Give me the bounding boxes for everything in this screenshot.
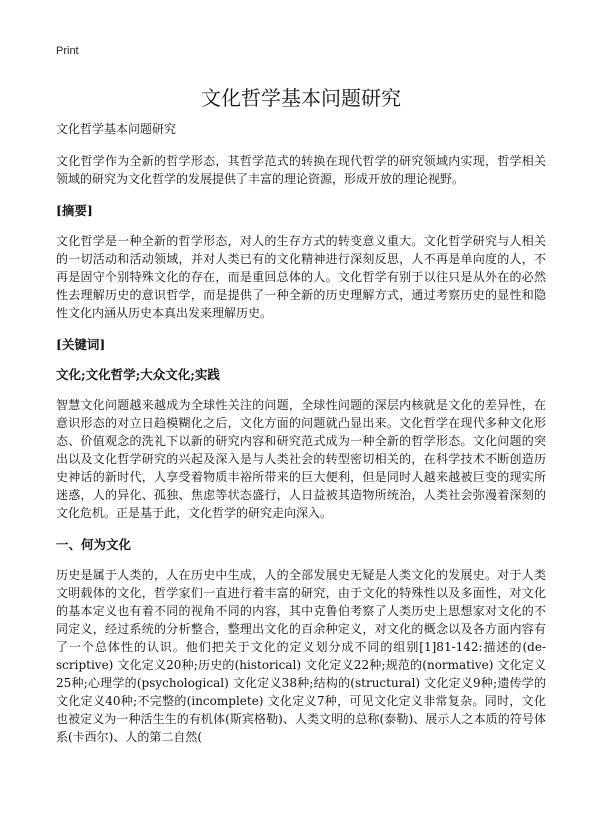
print-label[interactable]: Print <box>56 45 79 57</box>
page-title: 文化哲学基本问题研究 <box>201 86 401 110</box>
keywords-list: 文化;文化哲学;大众文化;实践 <box>56 367 220 382</box>
abstract-heading: [摘要] <box>56 203 93 218</box>
abstract-paragraph: 文化哲学是一种全新的哲学形态，对人的生存方式的转变意义重大。文化哲学研究与人相关的一切活动和活动领域，并对人类已有的文化精神进行深刻反思，人不再是单向度的人，不再是固守个别特殊文化的存在，而是重回总体的人。文化哲学有别于以往只是从外在的必然性去理解历史的意识哲学，而是提供了一种全新的历史理解方式，通过考察历史的显性和隐性文化内涵从历史本真出发来理解历史。 <box>56 234 546 320</box>
keywords-heading: [关键词] <box>56 337 106 352</box>
section-paragraph: 历史是属于人类的，人在历史中生成，人的全部发展史无疑是人类文化的发展史。对于人类文明载体的文化，哲学家们一直进行着丰富的研究，由于文化的特殊性以及多面性，对文化的基本定义也有着不同的视角不同的内容，其中克鲁伯考察了人类历史上思想家对文化的不同定义，经过系统的分析整合，整理出文化的百余种定义，对文化的概念以及各方面内容有了一个总体性的认识。他们把关于文化的定义划分成不同的组别[1]81-142:描述的(de-scriptive) 文化定义20种;历史的(historical) 文化定义22种;规范的(normative) 文化定义25种;心理学的(psychological) 文化定义38种;结构的(structural) 文化定义9种;遗传学的文化定义40种;不完整的(incomplete) 文化定义7种，可见文化定义非常复杂。同时，文化也被定义为一种活生生的有机体(斯宾格勒)、人类文明的总称(泰勒)、展示人之本质的符号体系(卡西尔)、人的第二自然( <box>56 568 546 744</box>
document-subtitle: 文化哲学基本问题研究 <box>56 122 177 136</box>
intro-paragraph: 文化哲学作为全新的哲学形态，其哲学范式的转换在现代哲学的研究领域内实现，哲学相关领域的研究为文化哲学的发展提供了丰富的理论资源，形成开放的理论视野。 <box>56 154 546 186</box>
document-page <box>56 0 546 828</box>
document-body <box>56 120 546 760</box>
body-paragraph: 智慧文化问题越来越成为全球性关注的问题，全球性问题的深层内核就是文化的差异性，在意识形态的对立日趋模糊化之后，文化方面的问题就凸显出来。文化哲学在现代多种文化形态、价值观念的洗礼下以新的研究内容和研究范式成为一种全新的哲学形态。文化问题的突出以及文化哲学研究的兴起及深入是与人类社会的转型密切相关的，在科学技术不断创造历史神话的新时代，人享受着物质丰裕所带来的巨大便利，但是同时人越来越被巨变的现实所迷惑，人的异化、孤独、焦虑等状态盛行，人日益被其造物所统治，人类社会弥漫着深刻的文化危机。正是基于此，文化哲学的研究走向深入。 <box>56 398 546 520</box>
section-heading: 一、何为文化 <box>56 537 132 552</box>
